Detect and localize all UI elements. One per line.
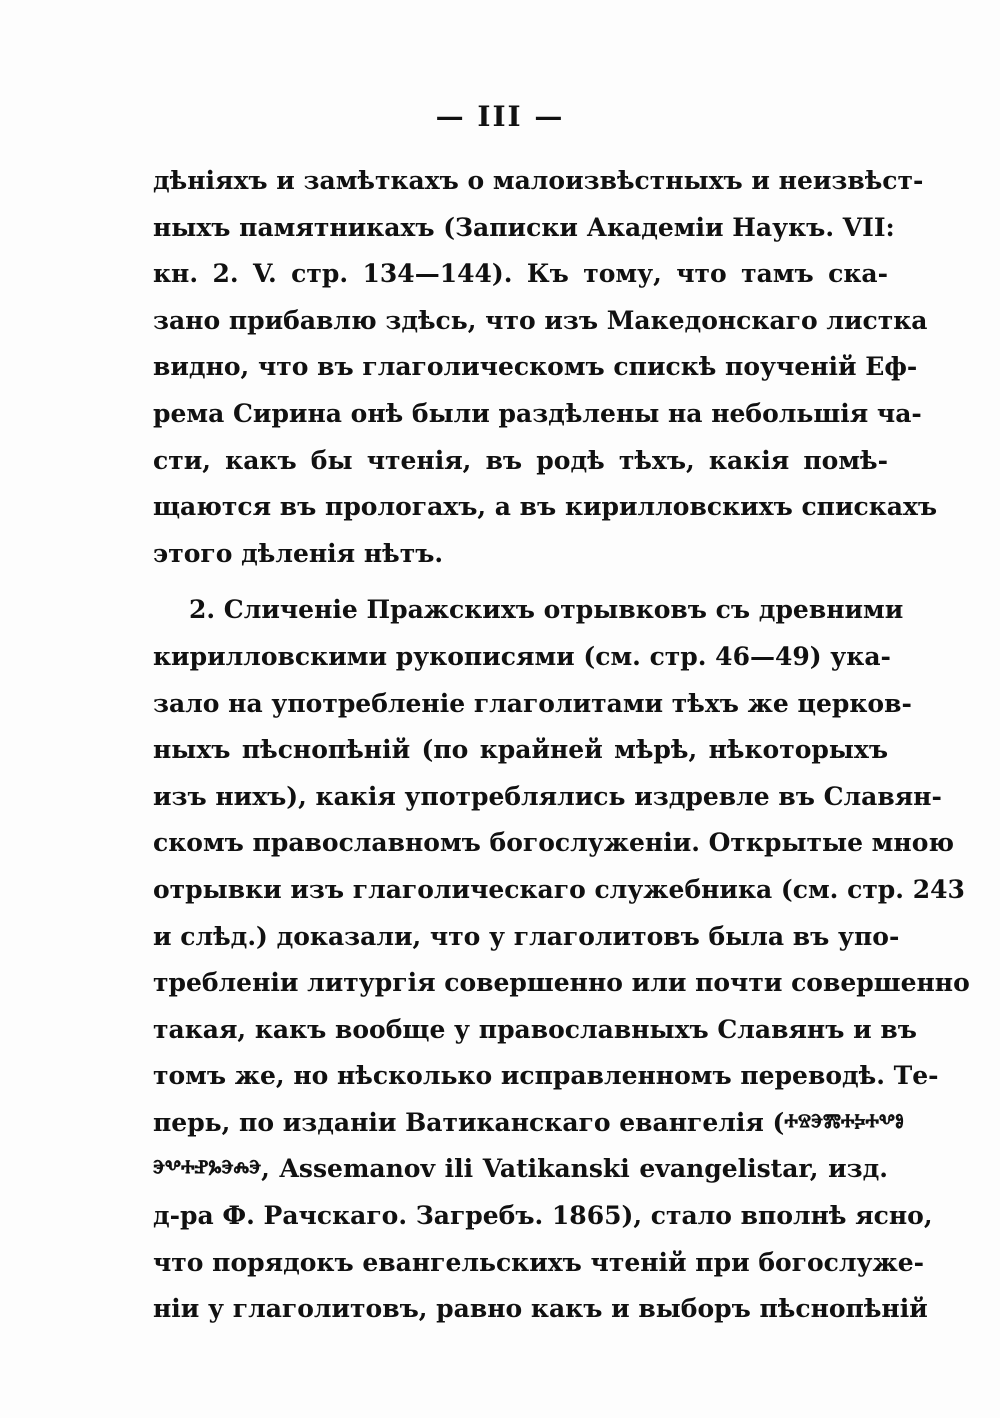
text-line: дѣніяхъ и замѣткахъ о малоизвѣстныхъ и неизвѣст- bbox=[153, 166, 924, 195]
text-line: такая, какъ вообще у православныхъ Славянъ и въ bbox=[153, 1014, 917, 1044]
paragraph-2 bbox=[153, 587, 970, 1333]
text-line: требленіи литургія совершенно или почти совершенно bbox=[153, 968, 970, 998]
text-line: перь, по изданіи Ватиканскаго евангелія (ⰰⱄⰵⰿⰰⰽⰰⰲⱁ bbox=[153, 1107, 904, 1137]
body-text bbox=[153, 158, 970, 1333]
text-line: кн. 2. V. стр. 134—144). Къ тому, что тамъ ска- bbox=[153, 259, 888, 289]
text-line: отрывки изъ глаголическаго служебника (см. стр. 243 bbox=[153, 874, 965, 904]
text-line: что порядокъ евангельскихъ чтеній при богослуже- bbox=[153, 1247, 925, 1277]
text-line: ныхъ пѣснопѣній (по крайней мѣрѣ, нѣкоторыхъ bbox=[153, 735, 888, 765]
text-line: и слѣд.) доказали, что у глаголитовъ была въ упо- bbox=[153, 921, 900, 951]
text-line: ⰵⰲⰰⱀⰳⰵⰾⰵ, Assemanov ili Vatikanski evangelistar, изд. bbox=[153, 1154, 888, 1184]
text-line: зано прибавлю здѣсь, что изъ Македонскаго листка bbox=[153, 305, 928, 335]
text-line: ныхъ памятникахъ (Записки Академіи Наукъ. VII: bbox=[153, 212, 895, 242]
text-line: изъ нихъ), какія употреблялись издревле въ Славян- bbox=[153, 781, 942, 811]
text-line: томъ же, но нѣсколько исправленномъ переводѣ. Те- bbox=[153, 1061, 939, 1091]
text-line: щаются въ прологахъ, а въ кирилловскихъ спискахъ bbox=[153, 492, 938, 522]
paragraph-1 bbox=[153, 158, 938, 577]
text-line: рема Сирина онѣ были раздѣлены на небольшія ча- bbox=[153, 398, 922, 428]
text-line: видно, что въ глаголическомъ спискѣ поученій Еф- bbox=[153, 352, 918, 382]
text-line: 2. Сличеніе Пражскихъ отрывковъ съ древними bbox=[189, 595, 904, 625]
text-line: ніи у глаголитовъ, равно какъ и выборъ пѣснопѣній bbox=[153, 1294, 928, 1324]
page-number-header: — III — bbox=[435, 100, 565, 133]
text-line: д-ра Ф. Рачскаго. Загребъ. 1865), стало вполнѣ ясно, bbox=[153, 1201, 933, 1231]
text-line: сти, какъ бы чтенія, въ родѣ тѣхъ, какія помѣ- bbox=[153, 445, 888, 475]
text-line: скомъ православномъ богослуженіи. Открытые мною bbox=[153, 828, 955, 858]
text-line: этого дѣленія нѣтъ. bbox=[153, 538, 444, 568]
text-line: кирилловскими рукописями (см. стр. 46—49) ука- bbox=[153, 641, 891, 671]
text-line: зало на употребленіе глаголитами тѣхъ же церков- bbox=[153, 688, 912, 718]
